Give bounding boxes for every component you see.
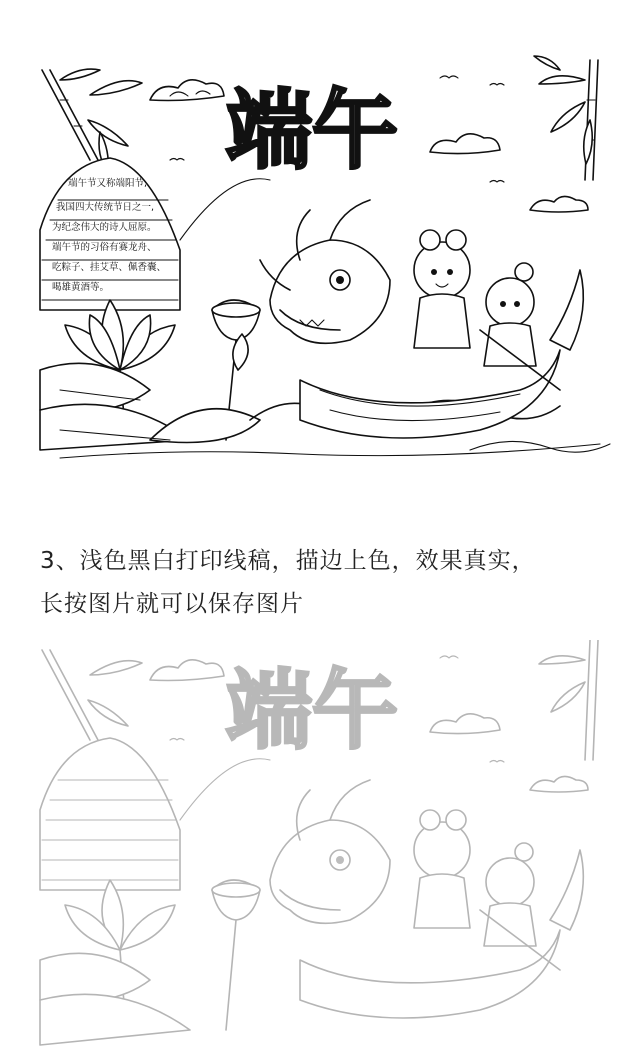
bamboo-right-icon <box>534 56 598 180</box>
intro-line-3: 为纪念伟大的诗人屈原。 <box>52 222 157 233</box>
child-girl-icon <box>414 810 470 928</box>
child-boy-icon <box>484 843 536 946</box>
hill-outline <box>180 759 270 820</box>
intro-line-5: 吃粽子、挂艾草、佩香囊、 <box>52 262 167 273</box>
intro-line-4: 端午节的习俗有赛龙舟、 <box>52 242 157 253</box>
bamboo-left-icon <box>42 69 142 172</box>
caption <box>40 540 620 626</box>
child-girl-icon <box>414 230 470 348</box>
intro-line-6: 喝雄黄酒等。 <box>52 282 110 293</box>
dragon-head-icon <box>260 200 390 343</box>
intro-line-1: 端午节又称端阳节, <box>68 178 148 189</box>
dragon-boat-poster-outline[interactable] <box>0 40 640 470</box>
poster-title: 端午 <box>226 81 398 181</box>
text-panel <box>40 738 180 890</box>
dragon-head-icon <box>270 780 390 923</box>
cloud-left-icon <box>150 660 224 681</box>
child-boy-icon <box>484 263 536 366</box>
cloud-right-icon <box>430 134 588 212</box>
intro-line-2: 我国四大传统节日之一, <box>56 202 155 213</box>
lotus-leaves-icon <box>40 363 260 450</box>
hill-outline <box>180 179 270 240</box>
poster-light-illustration <box>0 640 640 1052</box>
caption-line-1: 3、浅色黑白打印线稿，描边上色，效果真实， <box>40 548 536 574</box>
poster-illustration <box>0 40 640 470</box>
cloud-right-icon <box>430 714 588 792</box>
lotus-leaves-icon <box>40 953 190 1045</box>
bamboo-right-icon <box>539 640 598 760</box>
lotus-pod-icon <box>212 880 260 1030</box>
poster-title: 端午 <box>226 661 398 761</box>
cloud-left-icon <box>150 80 224 101</box>
caption-line-2: 长按图片就可以保存图片 <box>40 591 304 617</box>
bamboo-left-icon <box>42 650 142 740</box>
dragon-boat-poster-light-outline[interactable] <box>0 640 640 1052</box>
